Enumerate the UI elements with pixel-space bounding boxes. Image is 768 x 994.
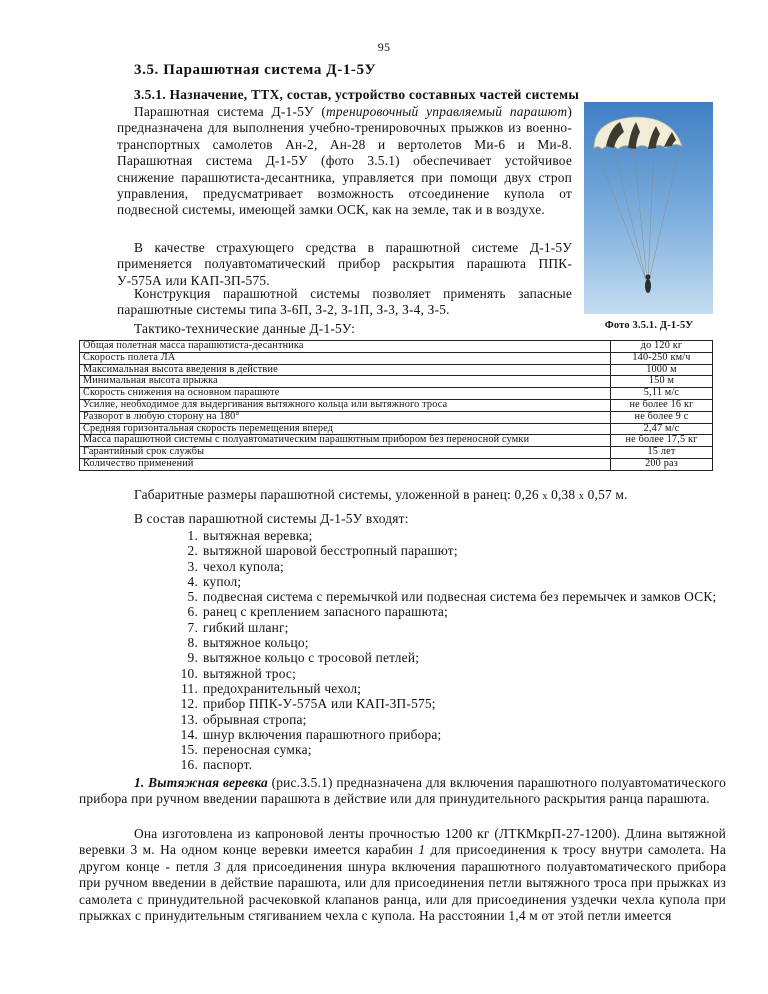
intro-paragraph-1: Парашютная система Д-1-5У (тренировочный управляемый парашют) предназначена для выполнения учебно-тренировочных прыжков из военно-транспортных самолетов Ан-2, Ан-28 и вертолетов Ми-6 и Ми-8. Парашютная система Д-1-5У (фото 3.5.1) обеспечивает устойчивое снижение парашютиста-десантника, управляется при помощи двух строп управления, предусматривает возможность отсоединение купола от подвесной системы, имеющей замки ОСК, как на земле, так и в воздухе. (117, 104, 572, 218)
list-item: 3. чехол купола; (187, 558, 284, 574)
page-number: 95 (377, 40, 391, 54)
subsection-heading: 3.5.1. Назначение, ТТХ, состав, устройство составных частей системы (134, 87, 580, 102)
ttx-param: Минимальная высота прыжка (80, 376, 611, 388)
table-row (80, 341, 713, 353)
list-item: 16. паспорт. (180, 757, 253, 773)
ttx-param: Количество применений (80, 458, 611, 470)
table-row (80, 399, 713, 411)
ttx-param: Максимальная высота введения в действие (80, 364, 611, 376)
table-row (80, 364, 713, 376)
table-row (80, 411, 713, 423)
ttx-value: 2,47 м/с (611, 423, 713, 435)
parachute-photo (584, 102, 713, 314)
ttx-param: Усилие, необходимое для выдергивания вытяжного кольца или вытяжного троса (80, 399, 611, 411)
ttx-param: Общая полетная масса парашютиста-десантника (80, 341, 611, 353)
ttx-value: не более 17,5 кг (611, 435, 713, 447)
table-row (80, 458, 713, 470)
ttx-table (79, 340, 713, 471)
ttx-param: Средняя горизонтальная скорость перемещения вперед (80, 423, 611, 435)
ttx-param: Скорость полета ЛА (80, 352, 611, 364)
list-intro: В состав парашютной системы Д-1-5У входят: (134, 511, 409, 526)
photo-caption: Фото 3.5.1. Д-1-5У (604, 320, 694, 331)
list-item: 9. вытяжное кольцо с тросовой петлей; (187, 650, 420, 666)
list-item: 1. вытяжная веревка; (187, 528, 313, 543)
table-row (80, 352, 713, 364)
list-item: 2. вытяжной шаровой бесстропный парашют; (187, 543, 458, 559)
section1-paragraph-2: Она изготовлена из капроновой ленты прочностью 1200 кг (ЛТКМкрП-27-1200). Длина вытяжной веревки 3 м. На одном конце веревки имеется карабин 1 для присоединения к тросу внутри самолета. На другом конце - петля 3 для присоединения шнура включения парашютного полуавтоматического прибора при ручном введении в действие парашюта, или для присоединения петли вытяжного троса при прыжках из самолета с принудительной расчековкой клапанов ранца, или для присоединения уздечки чехла купола при прыжках с принудительным стягиванием чехла с купола. На расстоянии 1,4 м от этой петли имеется (79, 826, 726, 924)
ttx-value: до 120 кг (611, 341, 713, 353)
ttx-param: Масса парашютной системы с полуавтоматическим парашютным прибором без переносной сумки (80, 435, 611, 447)
list-item: 12. прибор ППК-У-575А или КАП-3П-575; (180, 696, 436, 712)
table-row (80, 423, 713, 435)
list-item: 15. переносная сумка; (180, 742, 312, 758)
ttx-value: 200 раз (611, 458, 713, 470)
ttx-value: 15 лет (611, 447, 713, 459)
ttx-param: Скорость снижения на основном парашюте (80, 388, 611, 400)
ttx-value: 5,11 м/с (611, 388, 713, 400)
ttx-value: не более 9 с (611, 411, 713, 423)
ttx-value: 1000 м (611, 364, 713, 376)
list-item: 6. ранец с креплением запасного парашюта; (187, 604, 448, 620)
ttx-param: Гарантийный срок службы (80, 447, 611, 459)
ttx-param: Разворот в любую сторону на 180° (80, 411, 611, 423)
components-list (176, 528, 726, 773)
list-item: 14. шнур включения парашютного прибора; (180, 726, 442, 742)
ttx-value: не более 16 кг (611, 399, 713, 411)
parachute-photo-image (584, 102, 713, 314)
list-item: 4. купол; (187, 573, 242, 589)
list-item: 10. вытяжной трос; (180, 665, 296, 681)
dimensions-line: Габаритные размеры парашютной системы, уложенной в ранец: 0,26 х 0,38 х 0,57 м. (134, 487, 628, 502)
list-item: 7. гибкий шланг; (187, 619, 289, 635)
table-row (80, 388, 713, 400)
intro-paragraph-2: В качестве страхующего средства в парашютной системе Д-1-5У применяется полуавтоматический прибор раскрытия парашюта ППК-У-575А или КАП-3П-575. (117, 240, 572, 288)
table-row (80, 435, 713, 447)
section1-paragraph: 1. Вытяжная веревка (рис.3.5.1) предназначена для включения парашютного полуавтоматического прибора при ручном введении парашюта в действие или для принудительного раскрытия ранца парашюта. (79, 775, 726, 807)
list-item: 8. вытяжное кольцо; (187, 635, 309, 651)
ttx-title: Тактико-технические данные Д-1-5У: (134, 321, 355, 336)
section-heading: 3.5. Парашютная система Д-1-5У (134, 62, 377, 78)
table-row (80, 376, 713, 388)
list-item: 13. обрывная стропа; (180, 711, 307, 727)
table-row (80, 447, 713, 459)
list-item: 11. предохранительный чехол; (181, 680, 362, 696)
ttx-value: 150 м (611, 376, 713, 388)
list-item: 5. подвесная система с перемычкой или подвесная система без перемычек и замков ОСК; (187, 589, 717, 605)
ttx-value: 140-250 км/ч (611, 352, 713, 364)
intro-paragraph-3: Конструкция парашютной системы позволяет применять запасные парашютные системы типа З-6П, З-2, З-1П, З-3, З-4, З-5. (117, 286, 572, 318)
